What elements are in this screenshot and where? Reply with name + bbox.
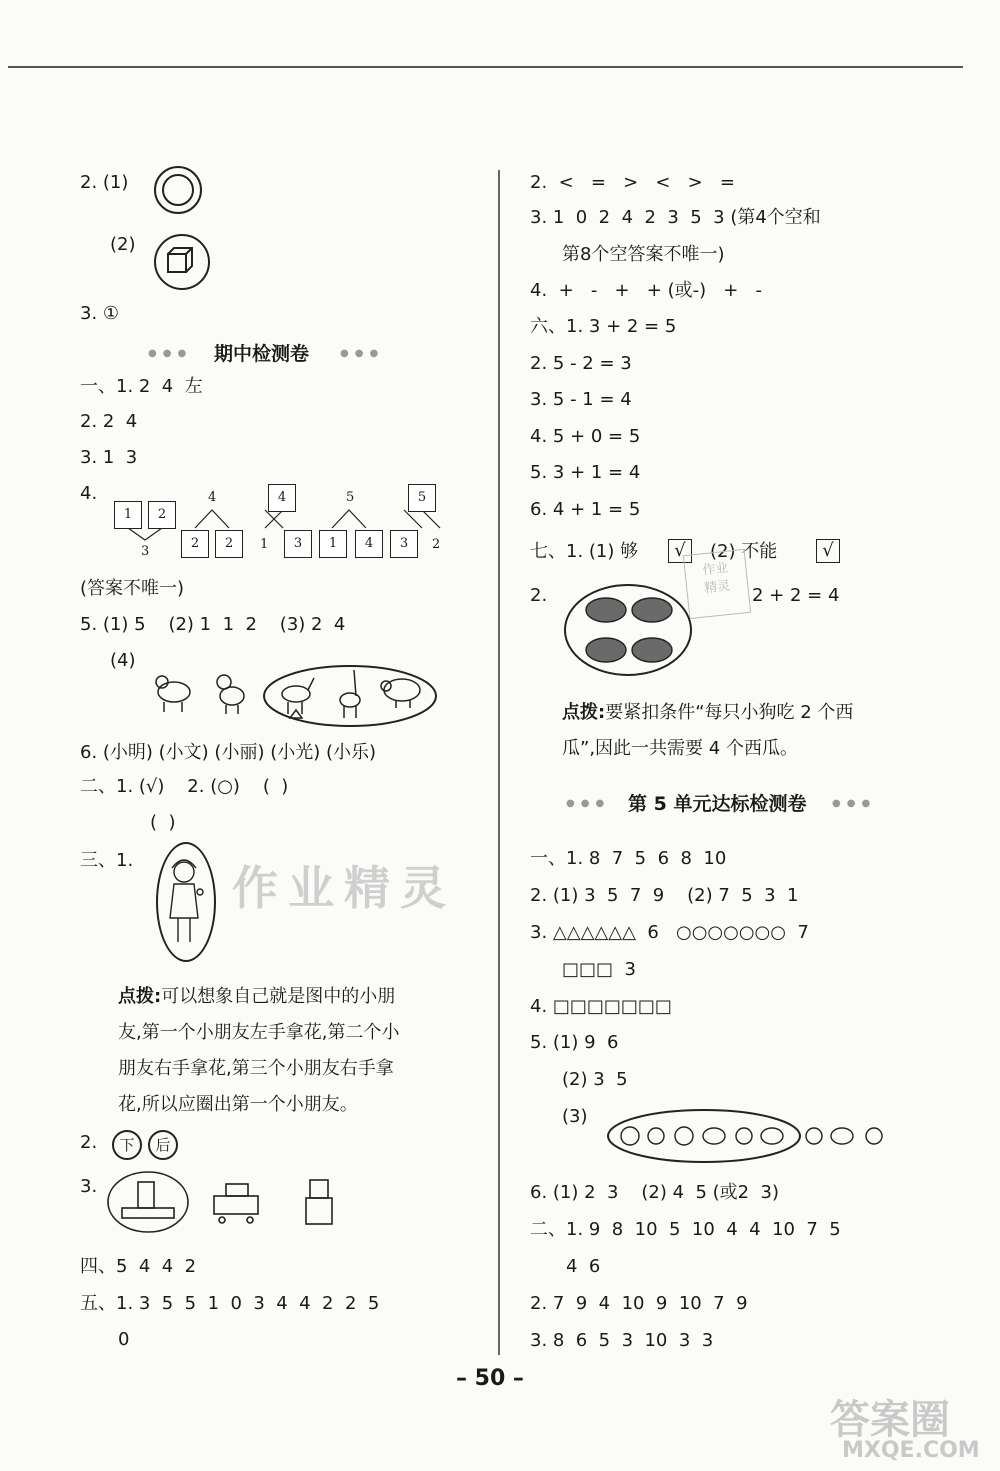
right-6-1: 六、1. 3 + 2 = 5 <box>530 316 677 337</box>
tree3-top-box: 4 <box>268 484 296 512</box>
check-box-cannot: √ <box>816 539 840 563</box>
block-views-illustration <box>104 1170 344 1236</box>
midterm-5-1: 五、1. 3 5 5 1 0 3 4 4 2 2 5 <box>80 1293 380 1314</box>
right-2: 2. < = > < > = <box>530 172 735 193</box>
midterm-5-1b: 0 <box>118 1329 130 1350</box>
tree4-box-a: 1 <box>319 530 347 558</box>
tree2-box-b: 2 <box>215 530 243 558</box>
midterm-1-4: 4. <box>80 483 98 504</box>
cube-in-circle-icon <box>154 234 210 290</box>
check-box-enough: √ <box>668 539 692 563</box>
page-number: – 50 – <box>456 1366 524 1391</box>
circle-figure-icon <box>154 166 202 214</box>
midterm-title: 期中检测卷 <box>214 343 310 365</box>
unit5-dots-right: ●●● <box>832 798 877 809</box>
tree3-left: 1 <box>260 537 269 552</box>
unit5-1-5: 5. (1) 9 6 <box>530 1032 619 1053</box>
column-divider <box>498 170 500 1355</box>
tip-right-text1: 要紧扣条件“每只小狗吃 2 个西 <box>605 702 854 723</box>
watermelons-illustration <box>562 582 694 678</box>
right-6-3: 3. 5 - 1 = 4 <box>530 389 632 410</box>
answer-2-2: (2) <box>110 234 136 255</box>
tip-left-line1 <box>118 986 395 1008</box>
tip-left-label: 点拨: <box>118 986 162 1007</box>
right-6-4: 4. 5 + 0 = 5 <box>530 426 641 447</box>
unit5-1-3b: □□□ 3 <box>562 959 636 980</box>
midterm-1-1: 一、1. 2 4 左 <box>80 376 203 397</box>
tree2-top: 4 <box>208 490 217 505</box>
tree5-top-box: 5 <box>408 484 436 512</box>
midterm-2-1: 二、1. (√) 2. (○) ( ) <box>80 776 289 797</box>
tree3-box: 3 <box>284 530 312 558</box>
right-7-2: 2. <box>530 585 548 606</box>
tree5-right: 2 <box>432 537 441 552</box>
animals-illustration <box>150 660 440 730</box>
right-3: 3. 1 0 2 4 2 3 5 3 (第4个空和 <box>530 207 821 228</box>
tip-left-line4: 花,所以应圈出第一个小朋友。 <box>118 1094 358 1115</box>
right-4: 4. + - + + (或-) + - <box>530 280 763 301</box>
midterm-1-3: 3. 1 3 <box>80 447 138 468</box>
midterm-3-2: 2. <box>80 1132 98 1153</box>
midterm-1-5: 5. (1) 5 (2) 1 1 2 (3) 2 4 <box>80 614 346 635</box>
tip-left-text1: 可以想象自己就是图中的小朋 <box>161 986 396 1007</box>
midterm-2-1b: ( ) <box>150 812 176 833</box>
tree4-box-b: 4 <box>355 530 383 558</box>
watermark-text: 作业精灵 <box>232 861 456 915</box>
midterm-1-6: 6. (小明) (小文) (小丽) (小光) (小乐) <box>80 742 377 763</box>
unit5-1-6: 6. (1) 2 3 (2) 4 5 (或2 3) <box>530 1182 780 1203</box>
midterm-1-5-4: (4) <box>110 650 136 671</box>
unit5-1-1: 一、1. 8 7 5 6 8 10 <box>530 848 727 869</box>
tree4-top: 5 <box>346 490 355 505</box>
unit5-1-2: 2. (1) 3 5 7 9 (2) 7 5 3 1 <box>530 885 799 906</box>
tree1-bottom: 3 <box>141 544 150 559</box>
unit5-1-5b: (2) 3 5 <box>562 1069 628 1090</box>
right-6-5: 5. 3 + 1 = 4 <box>530 462 641 483</box>
site-logo-text: 答案圈 <box>830 1397 950 1443</box>
unit5-2-3: 3. 8 6 5 3 10 3 3 <box>530 1330 714 1351</box>
unit5-2-1b: 4 6 <box>566 1256 601 1277</box>
circled-down-answer: 下 <box>112 1130 142 1160</box>
midterm-1-2: 2. 2 4 <box>80 411 138 432</box>
right-7-1a: 七、1. (1) 够 <box>530 541 639 562</box>
midterm-3-3: 3. <box>80 1176 98 1197</box>
stamp-line1: 作业 <box>701 560 730 579</box>
site-logo-url: MXQE.COM <box>842 1438 980 1463</box>
answer-2-1: 2. (1) <box>80 172 129 193</box>
unit5-1-4: 4. □□□□□□□ <box>530 996 672 1017</box>
tip-right-label: 点拨: <box>562 702 606 723</box>
right-3b: 第8个空答案不唯一) <box>562 244 725 265</box>
tip-left-line2: 友,第一个小朋友左手拿花,第二个小 <box>118 1022 400 1043</box>
tree1-box-b: 2 <box>148 501 176 529</box>
unit5-2-1: 二、1. 9 8 10 5 10 4 4 10 7 5 <box>530 1219 841 1240</box>
unit5-1-5c: (3) <box>562 1106 588 1127</box>
top-rule <box>8 66 963 68</box>
tree5-box: 3 <box>390 530 418 558</box>
tree2-box-a: 2 <box>181 530 209 558</box>
circled-girl-icon <box>156 842 216 962</box>
title-dots-left: ●●● <box>148 348 193 359</box>
animals-row-illustration <box>604 1106 894 1166</box>
stamp-line2: 精灵 <box>703 578 732 597</box>
midterm-3-1: 三、1. <box>80 850 134 871</box>
tip-left-line3: 朋友右手拿花,第三个小朋友右手拿 <box>118 1058 394 1079</box>
tip-right-line1 <box>562 702 853 724</box>
unit5-dots-left: ●●● <box>566 798 611 809</box>
tree1-box-a: 1 <box>114 501 142 529</box>
unit5-2-2: 2. 7 9 4 10 9 10 7 9 <box>530 1293 748 1314</box>
unit5-1-3: 3. △△△△△△ 6 ○○○○○○○ 7 <box>530 922 809 943</box>
right-6-6: 6. 4 + 1 = 5 <box>530 499 641 520</box>
right-6-2: 2. 5 - 2 = 3 <box>530 353 632 374</box>
midterm-4: 四、5 4 4 2 <box>80 1256 197 1277</box>
right-7-1b: (2) 不能 <box>710 541 778 562</box>
answer-3: 3. ① <box>80 303 120 324</box>
midterm-1-4-note: (答案不唯一) <box>80 578 185 599</box>
title-dots-right: ●●● <box>340 348 385 359</box>
circled-back-answer: 后 <box>148 1130 178 1160</box>
unit5-title: 第 5 单元达标检测卷 <box>628 793 807 815</box>
right-7-2-equation: 2 + 2 = 4 <box>752 585 840 606</box>
tip-right-line2: 瓜”,因此一共需要 4 个西瓜。 <box>562 738 798 759</box>
